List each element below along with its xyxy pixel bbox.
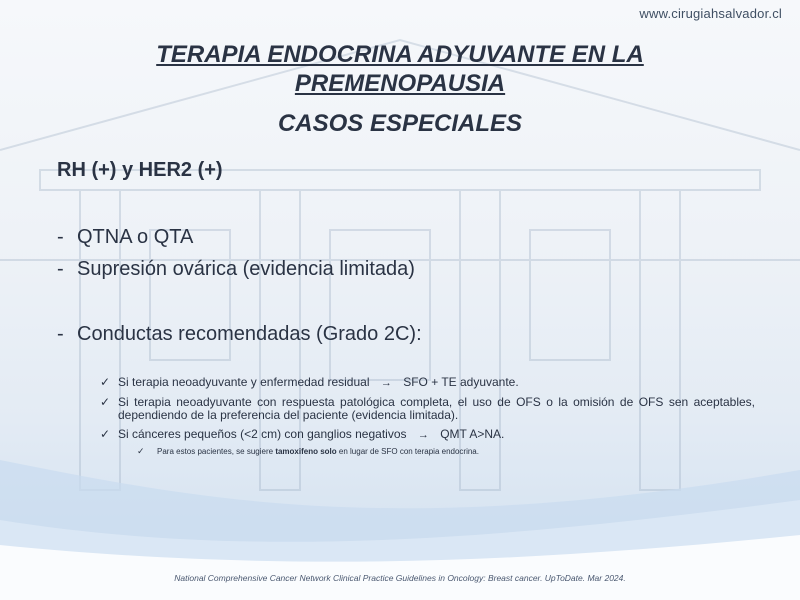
title-line-1: TERAPIA ENDOCRINA ADYUVANTE EN LA (156, 41, 644, 68)
recommendation-text: Si terapia neoadyuvante con respuesta patológica completa, el uso de OFS o la omisión de OFS sen aceptables, dependiendo de la preferencia del paciente (evidencia limitada). (118, 395, 755, 422)
dash-list-item (57, 226, 193, 249)
recommendation-item (100, 376, 755, 390)
sub-text-pre: Para estos pacientes, se sugiere (157, 447, 274, 456)
arrow-right-icon: → (417, 429, 429, 441)
dash-bullet: - (57, 258, 64, 280)
recommendation-result: QMT A>NA. (440, 427, 505, 441)
recommendation-list (100, 376, 755, 448)
sub-text-post: en lugar de SFO con terapia endocrina. (338, 447, 479, 456)
title-line-2: PREMENOPAUSIA (294, 70, 506, 97)
dash-list-item (57, 323, 422, 346)
recommendation-item (100, 396, 755, 422)
section-heading: RH (+) y HER2 (+) (57, 159, 223, 181)
sub-text-bold: tamoxifeno solo (275, 447, 337, 456)
recommendation-result: SFO + TE adyuvante. (403, 375, 519, 389)
dash-item-text: Supresión ovárica (evidencia limitada) (77, 258, 415, 280)
sub-recommendation (137, 447, 757, 456)
checkmark-icon: ✓ (137, 446, 145, 456)
checkmark-icon: ✓ (100, 427, 111, 441)
dash-bullet: - (57, 323, 64, 345)
recommendation-text: Si terapia neoadyuvante y enfermedad residual (118, 375, 370, 389)
slide-subtitle: CASOS ESPECIALES (277, 110, 523, 137)
recommendation-item (100, 428, 755, 442)
arrow-right-icon: → (380, 377, 392, 389)
dash-bullet: - (57, 226, 64, 248)
dash-list-item (57, 258, 415, 281)
footer-citation: National Comprehensive Cancer Network Clinical Practice Guidelines in Oncology: Breast cancer. UpToDate. Mar 2024. (174, 573, 626, 583)
site-url: www.cirugiahsalvador.cl (639, 6, 782, 21)
checkmark-icon: ✓ (100, 395, 111, 409)
recommendation-text: Si cánceres pequeños (<2 cm) con ganglios negativos (118, 427, 407, 441)
checkmark-icon: ✓ (100, 375, 111, 389)
slide-title (100, 40, 700, 98)
dash-item-text: QTNA o QTA (77, 226, 194, 248)
dash-item-text: Conductas recomendadas (Grado 2C): (77, 323, 422, 345)
